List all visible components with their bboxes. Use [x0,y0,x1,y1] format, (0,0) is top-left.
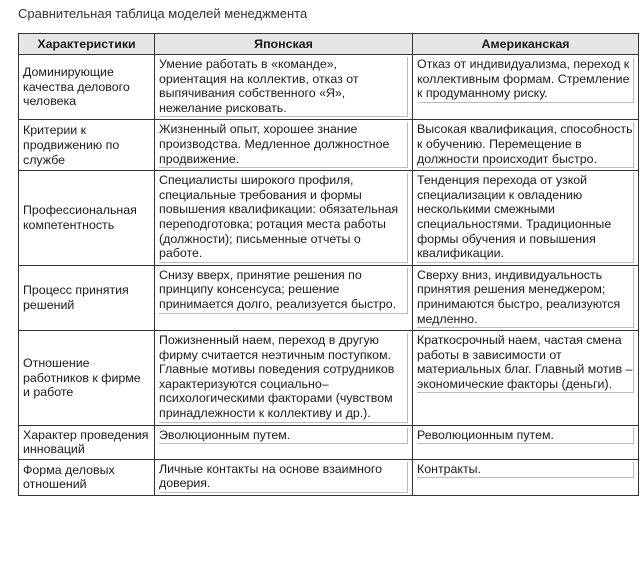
american-cell [413,265,639,330]
japanese-cell-text: Специалисты широкого профиля, специальные требования и формы повышения квалификации: обязательная переподготовка; ротация места работы (должности); письменные отчеты о работе. [159,173,408,263]
japanese-cell-text: Умение работать в «команде», ориентация на коллектив, отказ от выпячивания собственного «Я», нежелание рисковать. [159,57,408,117]
american-cell-text: Высокая квалификация, способность к обучению. Перемещение в должности происходит быстро. [417,122,634,168]
comparison-table [18,33,639,496]
header-japanese: Японская [155,34,413,55]
table-caption: Сравнительная таблица моделей менеджмента [18,6,308,21]
table-body [19,55,639,496]
japanese-cell-text: Пожизненный наем, переход в другую фирму считается неэтичным поступком. Главные мотивы поведения сотрудников характеризуются социально–психологическими факторами (чувством принадлежности к коллективу и др.). [159,333,408,423]
table-row [19,171,639,266]
characteristic-cell: Процесс принятия решений [19,265,155,330]
american-cell [413,331,639,426]
american-cell [413,171,639,266]
japanese-cell-text: Эволюционным путем. [159,428,408,445]
japanese-cell [155,55,413,120]
japanese-cell-text: Личные контакты на основе взаимного доверия. [159,462,408,493]
american-cell-text: Контракты. [417,462,634,479]
table-row [19,425,639,459]
header-row [19,34,639,55]
american-cell [413,459,639,495]
american-cell-text: Отказ от индивидуализма, переход к коллективным формам. Стремление к продуманному риску. [417,57,634,103]
american-cell [413,120,639,171]
header-american: Американская [413,34,639,55]
japanese-cell-text: Снизу вверх, принятие решения по принципу консенсуса; решение принимается долго, реализуется быстро. [159,268,408,314]
characteristic-cell: Характер проведения инноваций [19,425,155,459]
table-row [19,120,639,171]
american-cell-text: Тенденция перехода от узкой специализации к овладению несколькими смежными специальностями. Традиционные формы обучения и повышения квалификации. [417,173,634,263]
header-characteristics: Характеристики [19,34,155,55]
table-header [19,34,639,55]
table-row [19,55,639,120]
japanese-cell [155,171,413,266]
american-cell [413,55,639,120]
japanese-cell [155,331,413,426]
japanese-cell [155,120,413,171]
characteristic-cell: Отношение работников к фирме и работе [19,331,155,426]
american-cell-text: Краткосрочный наем, частая смена работы в зависимости от материальных благ. Главный мотив – экономические факторы (деньги). [417,333,634,393]
table-row [19,331,639,426]
table-row [19,265,639,330]
characteristic-cell: Критерии к продвижению по службе [19,120,155,171]
table-row [19,459,639,495]
american-cell-text: Революционным путем. [417,428,634,445]
characteristic-cell: Профессиональная компетентность [19,171,155,266]
japanese-cell [155,425,413,459]
japanese-cell [155,265,413,330]
japanese-cell-text: Жизненный опыт, хорошее знание производства. Медленное должностное продвижение. [159,122,408,168]
characteristic-cell: Доминирующие качества делового человека [19,55,155,120]
characteristic-cell: Форма деловых отношений [19,459,155,495]
japanese-cell [155,459,413,495]
american-cell-text: Сверху вниз, индивидуальность принятия решения менеджером; принимаются быстро, реализуются медленно. [417,268,634,328]
american-cell [413,425,639,459]
